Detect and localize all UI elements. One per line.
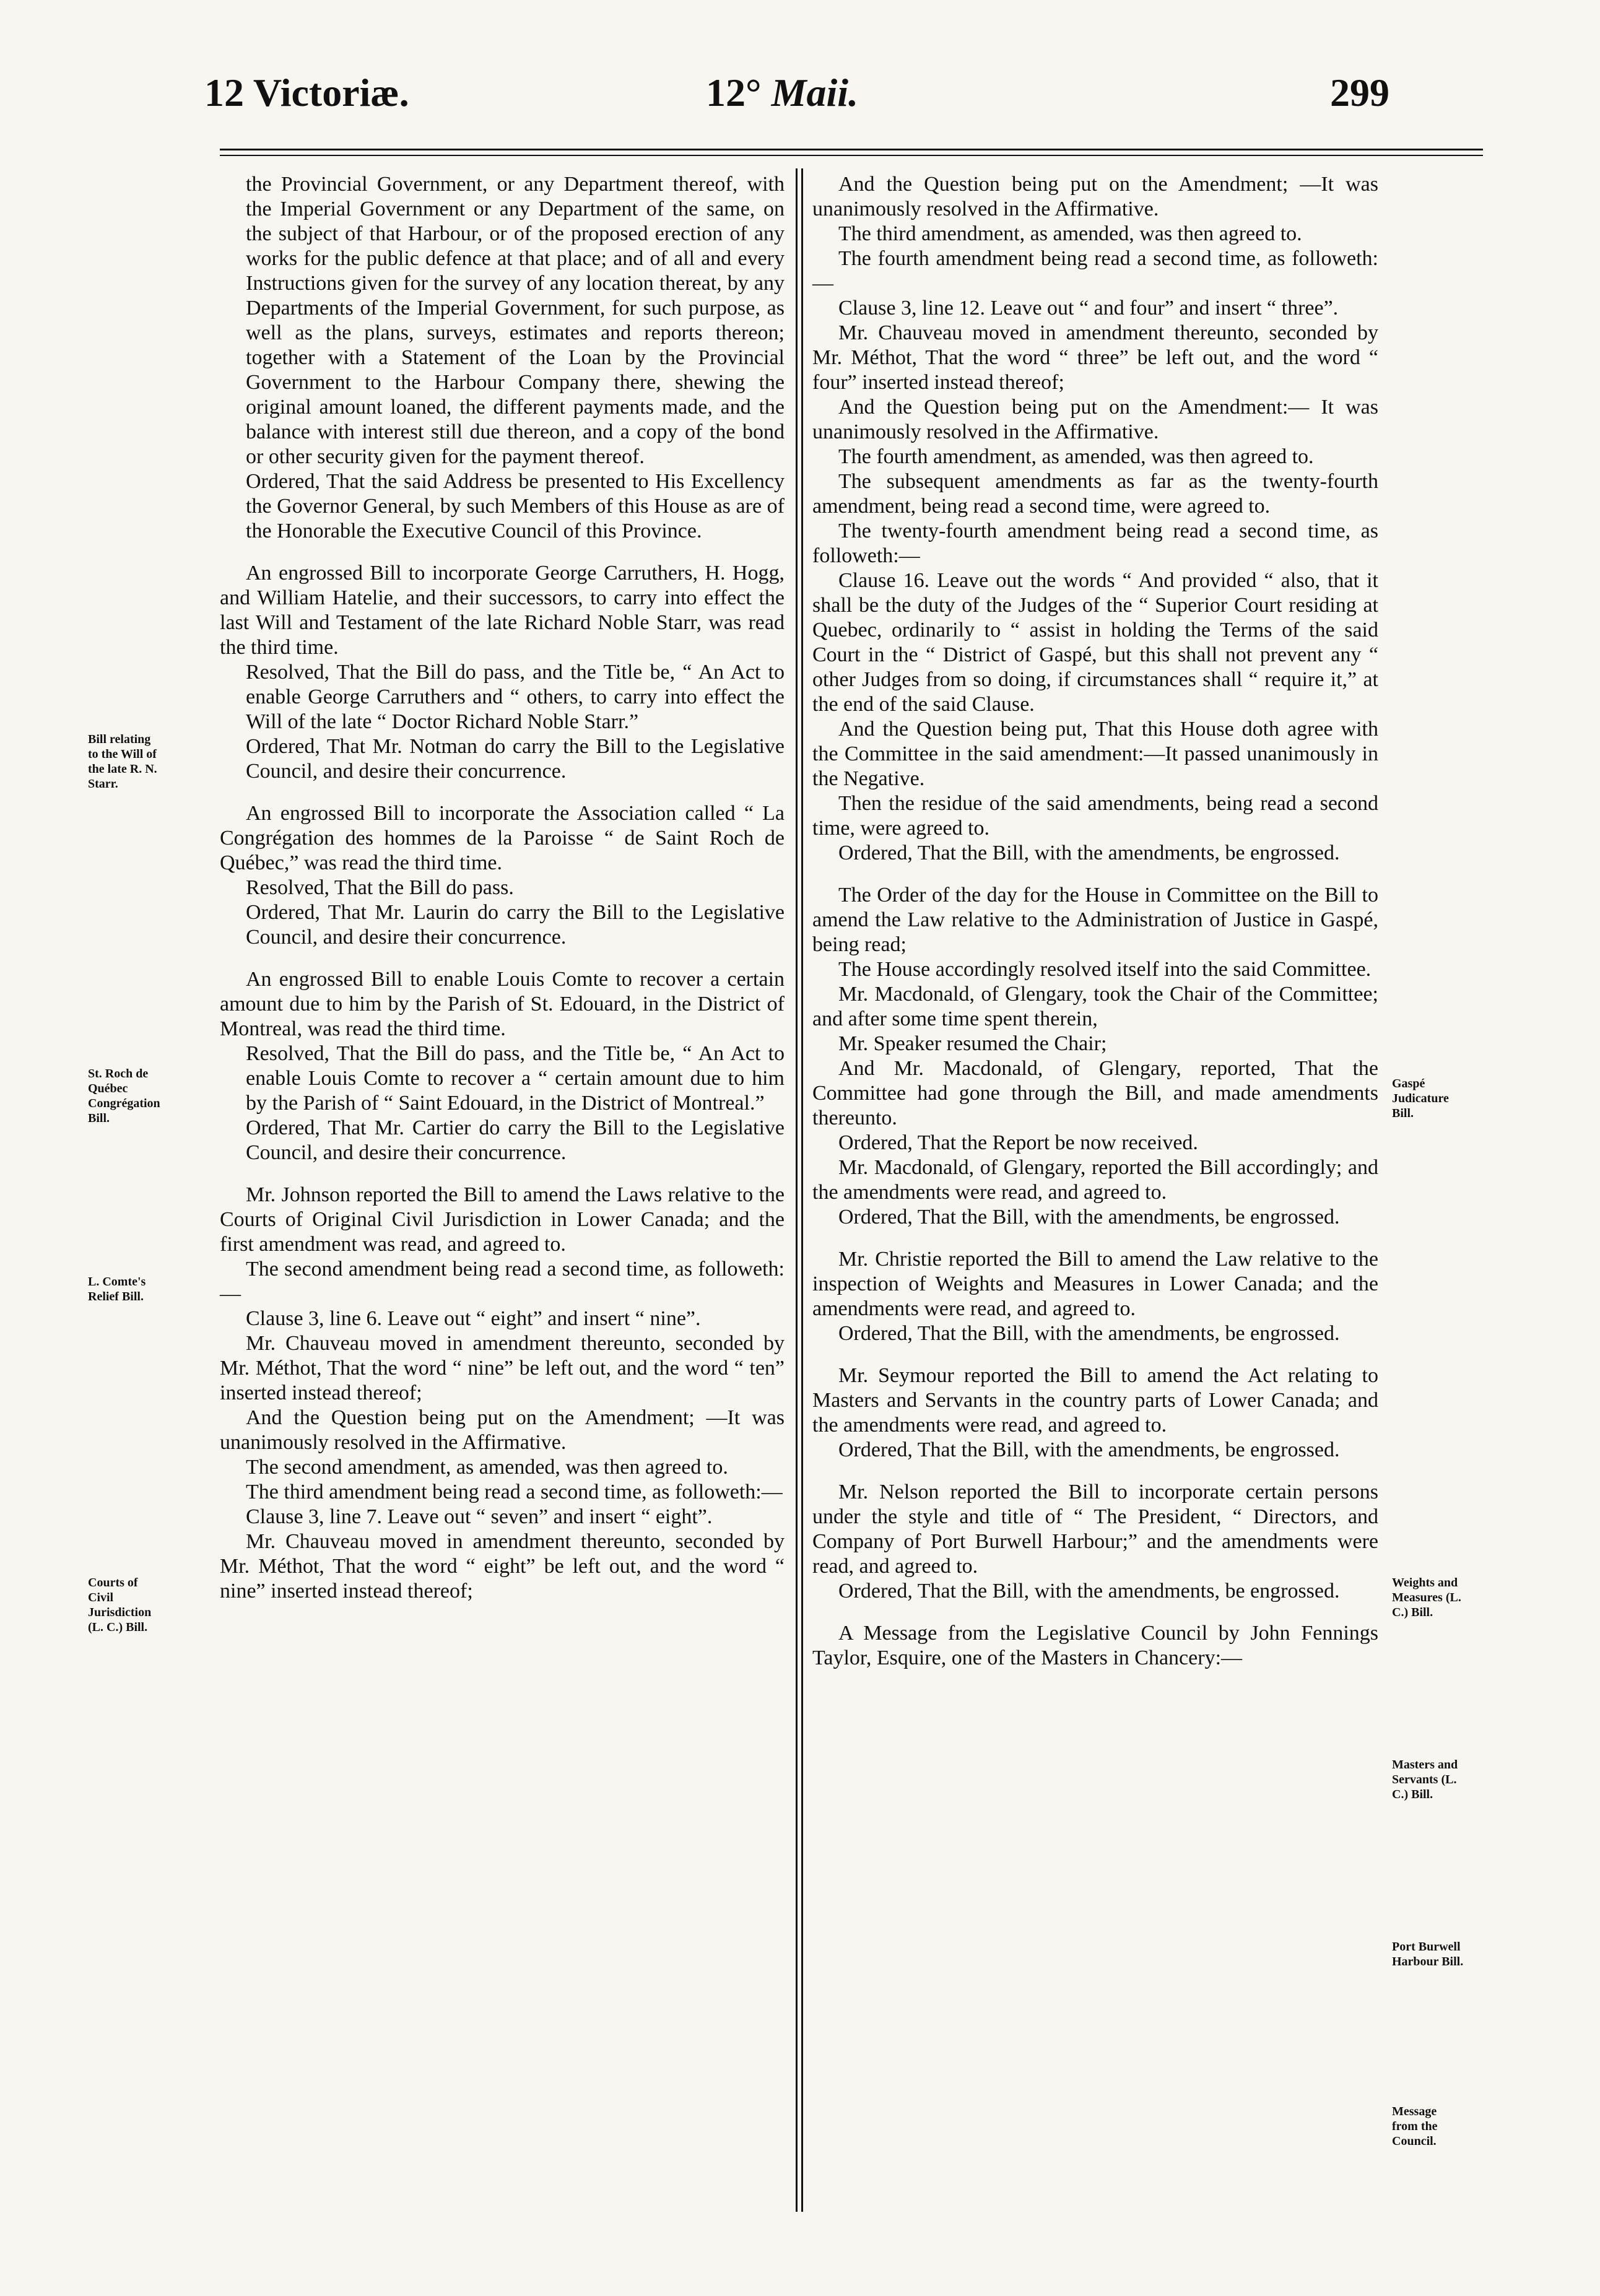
paragraph: Ordered, That the Report be now received. bbox=[838, 1131, 1198, 1154]
paragraph: Then the residue of the said amendments, being read a second time, were agreed to. bbox=[812, 792, 1378, 840]
paragraph: Ordered, That the Bill, with the amendments, be engrossed. bbox=[838, 1580, 1340, 1602]
paragraph: The twenty-fourth amendment being read a second time, as followeth:— bbox=[812, 520, 1378, 567]
paragraph: Ordered, That Mr. Cartier do carry the Bill to the Legislative Council, and desire their concurrence. bbox=[246, 1116, 785, 1164]
paragraph: And the Question being put on the Amendment; —It was unanimously resolved in the Affirmative. bbox=[812, 173, 1378, 220]
paragraph: Ordered, That the Bill, with the amendments, be engrossed. bbox=[838, 1322, 1340, 1345]
left-column bbox=[220, 172, 785, 1604]
paragraph: Ordered, That the Bill, with the amendments, be engrossed. bbox=[838, 841, 1340, 864]
paragraph: The subsequent amendments as far as the twenty-fourth amendment, being read a second time, were agreed to. bbox=[812, 470, 1378, 518]
paragraph: Resolved, That the Bill do pass, and the Title be, “ An Act to enable Louis Comte to recover a “ certain amount due to him by the Parish of “ Saint Edouard, in the District of Montreal.” bbox=[246, 1042, 785, 1115]
paragraph: The fourth amendment being read a second time, as followeth:— bbox=[812, 247, 1378, 295]
date-number: 12° bbox=[706, 71, 762, 115]
paragraph: Ordered, That Mr. Notman do carry the Bill to the Legislative Council, and desire their concurrence. bbox=[246, 735, 785, 783]
paragraph: Ordered, That Mr. Laurin do carry the Bill to the Legislative Council, and desire their concurrence. bbox=[246, 901, 785, 949]
paragraph: And the Question being put on the Amendment:— It was unanimously resolved in the Affirmative. bbox=[812, 396, 1378, 443]
paragraph: And the Question being put on the Amendment; —It was unanimously resolved in the Affirmative. bbox=[220, 1406, 785, 1454]
margin-note-message: Message from the Council. bbox=[1392, 2105, 1438, 2148]
right-column bbox=[812, 172, 1378, 1671]
paragraph: The second amendment, as amended, was then agreed to. bbox=[246, 1456, 728, 1479]
margin-note-roch: St. Roch de Québec Congrégation Bill. bbox=[88, 1067, 160, 1125]
paragraph: A Message from the Legislative Council by John Fennings Taylor, Esquire, one of the Masters in Chancery:— bbox=[812, 1622, 1378, 1669]
running-head-left: 12 Victoriæ. bbox=[204, 71, 409, 115]
header-rule-top bbox=[220, 149, 1483, 150]
paragraph: And Mr. Macdonald, of Glengary, reported, That the Committee had gone through the Bill, and made amendments thereunto. bbox=[812, 1057, 1378, 1129]
paragraph: Mr. Nelson reported the Bill to incorporate certain persons under the style and title of “ The President, “ Directors, and Company of Port Burwell Harbour;” and the amendments were read, and agreed to. bbox=[812, 1481, 1378, 1578]
margin-note-courts: Courts of Civil Jurisdiction (L. C.) Bill. bbox=[88, 1576, 152, 1634]
paragraph: Mr. Chauveau moved in amendment thereunto, seconded by Mr. Méthot, That the word “ three” be left out, and the word “ four” inserted instead thereof; bbox=[812, 321, 1378, 394]
column-divider bbox=[796, 168, 798, 2212]
margin-note-comte: L. Comte's Relief Bill. bbox=[88, 1275, 146, 1303]
paragraph: Mr. Macdonald, of Glengary, reported the Bill accordingly; and the amendments were read, and agreed to. bbox=[812, 1156, 1378, 1204]
paragraph: An engrossed Bill to enable Louis Comte to recover a certain amount due to him by the Parish of St. Edouard, in the District of Montreal, was read the third time. bbox=[220, 968, 785, 1040]
paragraph: And the Question being put, That this House doth agree with the Committee in the said amendment:—It passed unanimously in the Negative. bbox=[812, 718, 1378, 790]
page-number: 299 bbox=[1330, 71, 1389, 115]
margin-note-masters: Masters and Servants (L. C.) Bill. bbox=[1392, 1758, 1458, 1801]
running-head-date bbox=[706, 62, 858, 124]
paragraph: An engrossed Bill to incorporate George Carruthers, H. Hogg, and William Hatelie, and their successors, to carry into effect the last Will and Testament of the late Richard Noble Starr, was read the third time. bbox=[220, 562, 785, 659]
paragraph: Mr. Chauveau moved in amendment thereunto, seconded by Mr. Méthot, That the word “ nine” be left out, and the word “ ten” inserted instead thereof; bbox=[220, 1332, 785, 1404]
paragraph: Clause 3, line 6. Leave out “ eight” and insert “ nine”. bbox=[246, 1307, 701, 1330]
paragraph: The fourth amendment, as amended, was then agreed to. bbox=[838, 445, 1314, 468]
paragraph: An engrossed Bill to incorporate the Association called “ La Congrégation des hommes de la Paroisse “ de Saint Roch de Québec,” was read the third time. bbox=[220, 802, 785, 874]
paragraph: The House accordingly resolved itself into the said Committee. bbox=[838, 958, 1372, 981]
paragraph: Mr. Christie reported the Bill to amend the Law relative to the inspection of Weights and Measures in Lower Canada; and the amendments were read, and agreed to. bbox=[812, 1248, 1378, 1320]
margin-note-gaspe: Gaspé Judicature Bill. bbox=[1392, 1077, 1449, 1120]
paragraph: Ordered, That the said Address be presented to His Excellency the Governor General, by such Members of this House as are of the Honorable the Executive Council of this Province. bbox=[246, 470, 785, 542]
column-divider-inner bbox=[801, 168, 803, 2212]
date-month: Maii. bbox=[771, 71, 859, 115]
paragraph: The third amendment, as amended, was then agreed to. bbox=[838, 222, 1302, 245]
paragraph: Clause 3, line 7. Leave out “ seven” and insert “ eight”. bbox=[246, 1505, 713, 1528]
paragraph: Ordered, That the Bill, with the amendments, be engrossed. bbox=[838, 1438, 1340, 1461]
paragraph: Mr. Speaker resumed the Chair; bbox=[838, 1032, 1107, 1055]
margin-note-starr: Bill relating to the Will of the late R. N. Starr. bbox=[88, 733, 157, 791]
paragraph: Clause 16. Leave out the words “ And provided “ also, that it shall be the duty of the Judges of the “ Superior Court residing at Quebec, ordinarily to “ assist in holding the Terms of the said Court in the “ District of Gaspé, but this shall not prevent any “ other Judges from so doing, if circumstances shall “ require it,” at the end of the said Clause. bbox=[812, 569, 1378, 716]
paragraph: The third amendment being read a second time, as followeth:— bbox=[246, 1481, 783, 1503]
paragraph: the Provincial Government, or any Department thereof, with the Imperial Government or any Department of the same, on the subject of that Harbour, or of the proposed erection of any works for the public defence at that place; and of all and every Instructions given for the survey of any location thereat, by any Departments of the Imperial Government, for such purpose, as well as the plans, surveys, estimates and reports thereon; together with a Statement of the Loan by the Provincial Government to the Harbour Company there, shewing the original amount loaned, the different payments made, and the balance with interest still due thereon, and a copy of the bond or other security given for the payment thereof. bbox=[246, 173, 785, 468]
paragraph: Resolved, That the Bill do pass. bbox=[246, 876, 514, 899]
paragraph: Mr. Seymour reported the Bill to amend the Act relating to Masters and Servants in the country parts of Lower Canada; and the amendments were read, and agreed to. bbox=[812, 1364, 1378, 1437]
header-rule-bottom bbox=[220, 155, 1483, 156]
paragraph: Mr. Johnson reported the Bill to amend the Laws relative to the Courts of Original Civil Jurisdiction in Lower Canada; and the first amendment was read, and agreed to. bbox=[220, 1183, 785, 1256]
paragraph: Clause 3, line 12. Leave out “ and four” and insert “ three”. bbox=[838, 297, 1339, 320]
paragraph: The Order of the day for the House in Committee on the Bill to amend the Law relative to the Administration of Justice in Gaspé, being read; bbox=[812, 884, 1378, 956]
margin-note-burwell: Port Burwell Harbour Bill. bbox=[1392, 1940, 1464, 1968]
page-header bbox=[0, 62, 1600, 124]
paragraph: Mr. Macdonald, of Glengary, took the Chair of the Committee; and after some time spent therein, bbox=[812, 983, 1378, 1030]
paragraph: Mr. Chauveau moved in amendment thereunto, seconded by Mr. Méthot, That the word “ eight” be left out, and the word “ nine” inserted instead thereof; bbox=[220, 1530, 785, 1602]
paragraph: Ordered, That the Bill, with the amendments, be engrossed. bbox=[838, 1206, 1340, 1228]
margin-note-weights: Weights and Measures (L. C.) Bill. bbox=[1392, 1576, 1461, 1619]
paragraph: Resolved, That the Bill do pass, and the Title be, “ An Act to enable George Carruthers and “ others, to carry into effect the Will of the late “ Doctor Richard Noble Starr.” bbox=[246, 661, 785, 733]
paragraph: The second amendment being read a second time, as followeth:— bbox=[220, 1258, 785, 1305]
